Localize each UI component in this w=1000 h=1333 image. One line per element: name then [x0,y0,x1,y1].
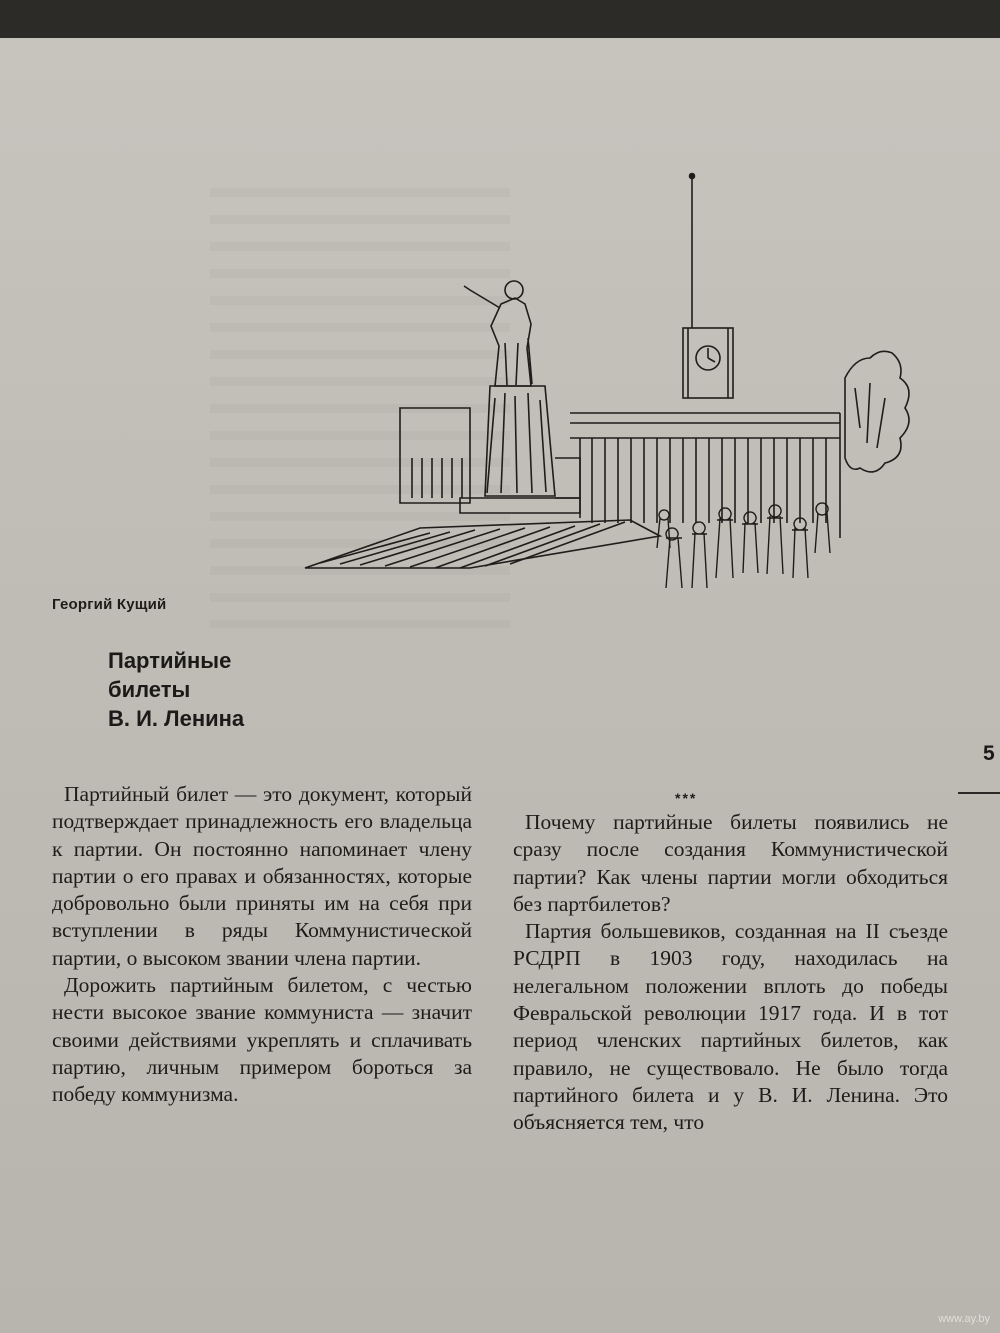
title-line-2: билеты [108,677,191,702]
paragraph: Партия большевиков, созданная на II съезде РСДРП в 1903 году, находилась на нелегальном положении вплоть до победы Февральской революции 1917 года. И в тот период членских партийных билетов, как правило, не существовало. Не было тогда партийного билета и у В. И. Ленина. Это объясняется тем, что [513,919,948,1135]
page-number: 5 [983,742,995,765]
left-column [52,781,472,1109]
watermark: www.ay.by [938,1313,990,1325]
lenin-monument-sketch [300,138,920,608]
page-number-rule [958,792,1000,794]
book-page [0,38,1000,1333]
author-name: Георгий Кущий [52,596,167,613]
paragraph: Почему партийные билеты появились не сразу после создания Коммунистической партии? Как члены партии могли обходиться без партбилетов? [513,810,948,916]
right-column [513,809,948,1137]
title-line-1: Партийные [108,648,232,673]
article-title [108,646,244,733]
paragraph: Дорожить партийным билетом, с честью нести высокое звание коммуниста — значит своими действиями укреплять и сплачивать партию, личным примером бороться за победу коммунизма. [52,973,472,1107]
paragraph: Партийный билет — это документ, который подтверждает принадлежность его владельца к партии. Он постоянно напоминает члену партии о его правах и обязанностях, которые добровольно были приняты им на себя при вступлении в ряды Коммунистической партии, о высоком звании члена партии. [52,782,472,970]
title-line-3: В. И. Ленина [108,706,245,731]
section-separator: *** [675,790,698,806]
